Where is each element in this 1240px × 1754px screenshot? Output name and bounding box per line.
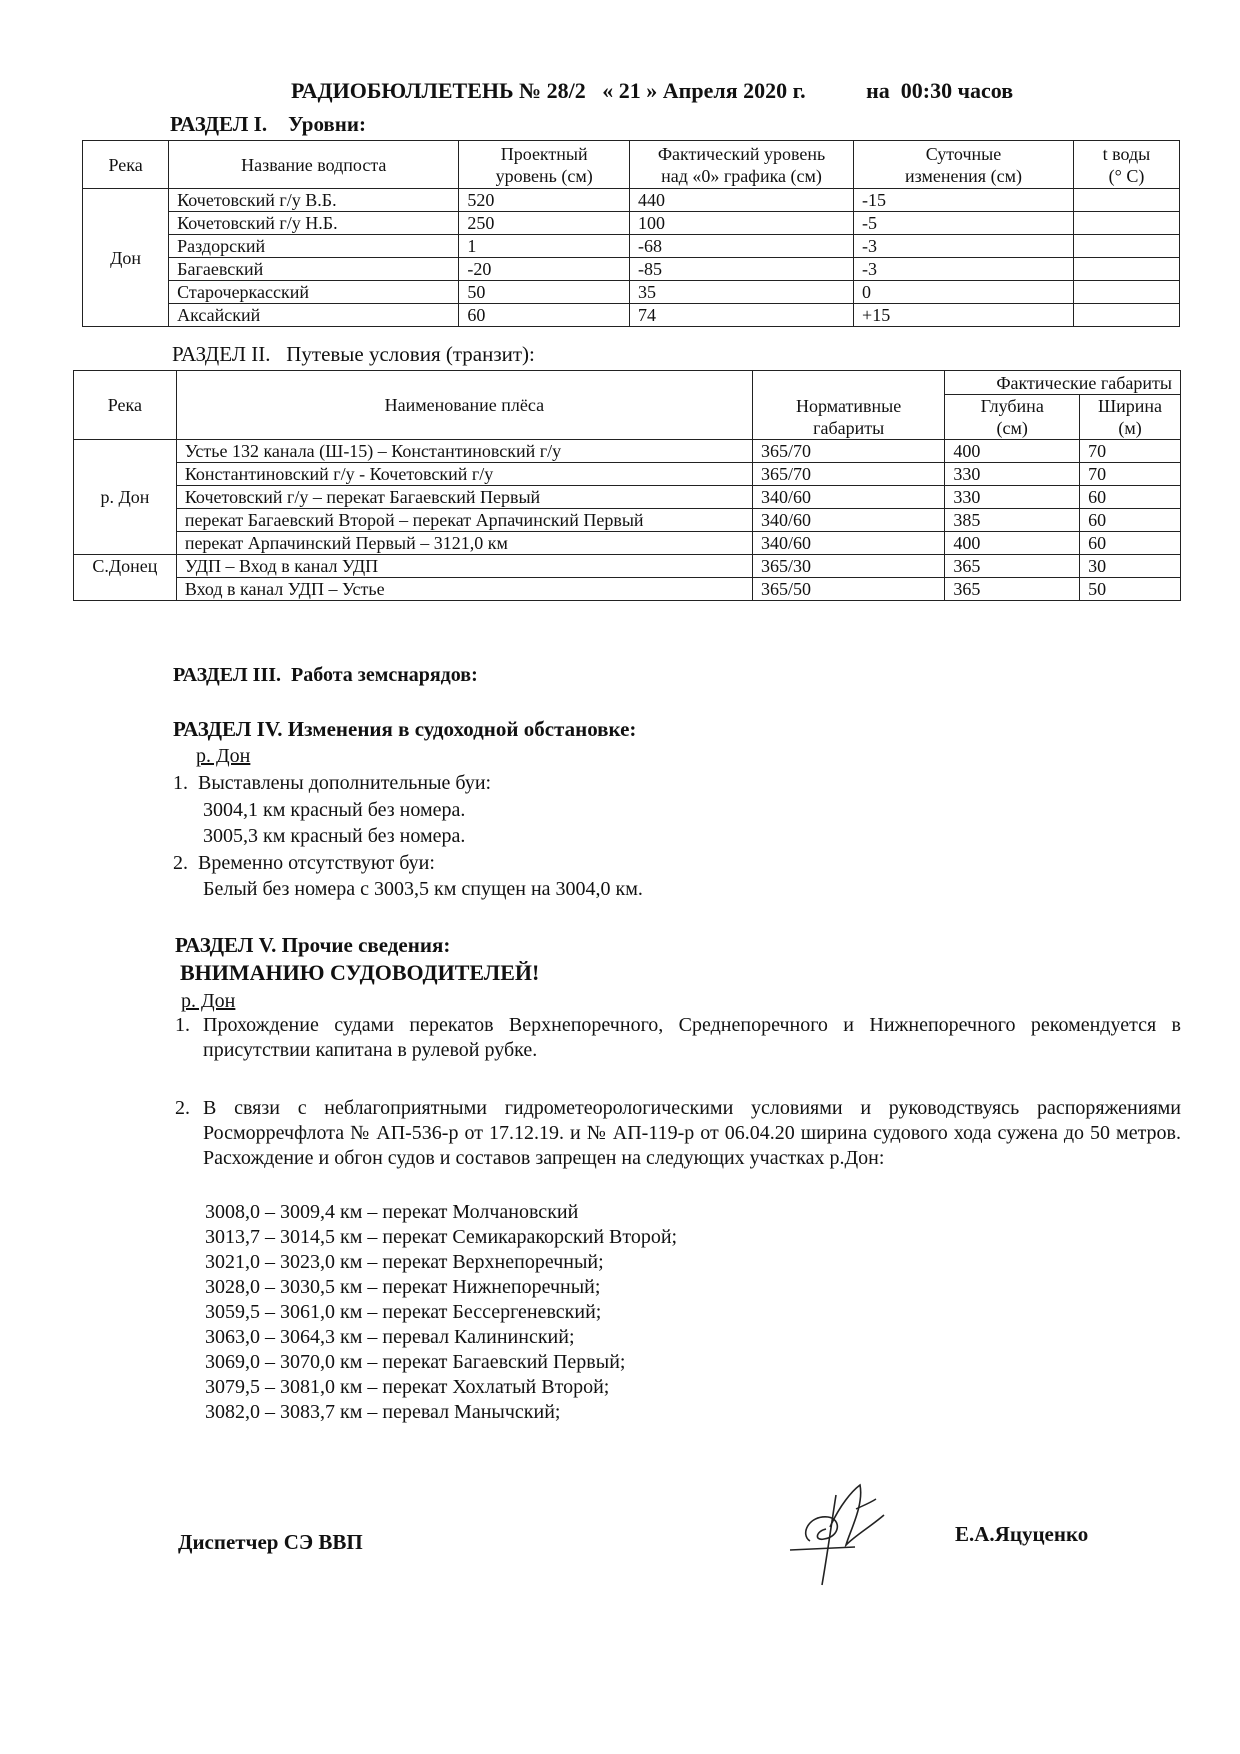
section5-item-2-number: 2. [175,1097,190,1119]
temp-cell [1073,281,1179,304]
section4-item-2-sub-1: Белый без номера с 3003,5 км спущен на 3004,0 км. [203,878,643,900]
fact-cell: -68 [630,235,854,258]
section4-river: р. Дон [196,745,251,767]
section1-title: РАЗДЕЛ I. Уровни: [170,112,366,136]
table-row [74,440,1181,463]
width-cell: 60 [1080,532,1181,555]
signatory-position: Диспетчер СЭ ВВП [178,1530,363,1554]
section2-title: РАЗДЕЛ II. Путевые условия (транзит): [172,342,535,366]
daily-cell: -3 [854,258,1074,281]
post-cell: Раздорский [169,235,459,258]
transit-table [73,370,1181,601]
post-cell: Старочеркасский [169,281,459,304]
width-cell: 70 [1080,463,1181,486]
col-proj-line2: уровень (см) [495,165,593,186]
post-cell: Кочетовский г/у Н.Б. [169,212,459,235]
proj-cell: 50 [459,281,630,304]
signatory-name: Е.А.Яцуценко [955,1522,1089,1546]
col-width [1080,395,1181,440]
section5-title: РАЗДЕЛ V. Прочие сведения: [175,933,451,957]
section4-item-1 [173,771,491,796]
proj-cell: 520 [459,189,630,212]
item-number: 2. [173,852,188,874]
item-text: Временно отсутствуют буи: [198,852,435,874]
col-proj [459,141,630,189]
depth-cell: 400 [945,440,1080,463]
list-item: 3069,0 – 3070,0 км – перекат Багаевский Первый; [205,1351,626,1373]
list-item: 3063,0 – 3064,3 км – перевал Калининский; [205,1326,575,1348]
col-daily-line1: Суточные [925,143,1002,164]
bulletin-time: на 00:30 часов [866,78,1014,103]
fact-cell: 100 [630,212,854,235]
depth-cell: 400 [945,532,1080,555]
reach-cell: Устье 132 канала (Ш-15) – Константиновский г/у [176,440,752,463]
post-cell: Кочетовский г/у В.Б. [169,189,459,212]
levels-header-row [83,141,1180,189]
list-item: 3008,0 – 3009,4 км – перекат Молчановский [205,1201,579,1223]
col-river: Река [83,141,169,189]
col-reach: Наименование плёса [176,371,752,440]
fact-cell: 74 [630,304,854,327]
section5-item-1-text: Прохождение судами перекатов Верхнепоречного, Среднепоречного и Нижнепоречного рекомендуется в присутствии капитана в рулевой рубке. [203,1014,1181,1061]
table-row [83,212,1180,235]
daily-cell: -3 [854,235,1074,258]
signature-image [780,1475,930,1595]
proj-cell: 60 [459,304,630,327]
col-norm [752,371,944,440]
col-proj-line1: Проектный [500,143,588,164]
proj-cell: 250 [459,212,630,235]
table-row [74,463,1181,486]
norm-cell: 340/60 [752,509,944,532]
norm-cell: 365/70 [752,440,944,463]
width-cell: 60 [1080,509,1181,532]
temp-cell [1073,258,1179,281]
section4-item-1-sub-1: 3004,1 км красный без номера. [203,799,466,821]
depth-cell: 365 [945,578,1080,601]
daily-cell: +15 [854,304,1074,327]
temp-cell [1073,304,1179,327]
col-depth [945,395,1080,440]
segments-list [205,1200,677,1425]
table-row [74,486,1181,509]
reach-cell: перекат Багаевский Второй – перекат Арпачинский Первый [176,509,752,532]
col-post: Название водпоста [169,141,459,189]
table-row [83,235,1180,258]
col-temp [1073,141,1179,189]
fact-cell: 35 [630,281,854,304]
col-width-line2: (м) [1118,418,1142,438]
table-row [83,189,1180,212]
norm-cell: 365/50 [752,578,944,601]
col-daily-line2: изменения (см) [905,165,1022,186]
col-daily [854,141,1074,189]
col-width-line1: Ширина [1098,396,1163,416]
width-cell: 70 [1080,440,1181,463]
section3-title: РАЗДЕЛ III. Работа земснарядов: [173,664,478,686]
norm-cell: 365/70 [752,463,944,486]
depth-cell: 330 [945,486,1080,509]
daily-cell: 0 [854,281,1074,304]
col-fact-line1: Фактический уровень [657,143,826,164]
section5-river: р. Дон [181,990,236,1012]
norm-cell: 340/60 [752,486,944,509]
col-actual: Фактические габариты [945,371,1181,395]
river-cell: Дон [83,189,169,327]
table-row [83,304,1180,327]
proj-cell: 1 [459,235,630,258]
list-item: 3082,0 – 3083,7 км – перевал Манычский; [205,1401,561,1423]
col-fact-line2: над «0» графика (см) [661,165,822,186]
section4-title: РАЗДЕЛ IV. Изменения в судоходной обстановке: [173,717,637,741]
daily-cell: -15 [854,189,1074,212]
section4-item-2 [173,851,435,876]
table-row [83,258,1180,281]
daily-cell: -5 [854,212,1074,235]
table-row [74,509,1181,532]
post-cell: Аксайский [169,304,459,327]
norm-cell: 340/60 [752,532,944,555]
depth-cell: 330 [945,463,1080,486]
list-item: 3013,7 – 3014,5 км – перекат Семикаракорский Второй; [205,1226,678,1248]
bulletin-date: « 21 » Апреля 2020 г. [602,78,806,103]
width-cell: 50 [1080,578,1181,601]
fact-cell: -85 [630,258,854,281]
width-cell: 30 [1080,555,1181,578]
list-item: 3028,0 – 3030,5 км – перекат Нижнепоречный; [205,1276,601,1298]
item-number: 1. [173,772,188,794]
levels-table [82,140,1180,327]
reach-cell: Константиновский г/у - Кочетовский г/у [176,463,752,486]
post-cell: Багаевский [169,258,459,281]
col-fact [630,141,854,189]
temp-cell [1073,235,1179,258]
transit-header-row-1 [74,371,1181,395]
table-row [74,578,1181,601]
temp-cell [1073,189,1179,212]
temp-cell [1073,212,1179,235]
list-item: 3021,0 – 3023,0 км – перекат Верхнепоречный; [205,1251,604,1273]
reach-cell: УДП – Вход в канал УДП [176,555,752,578]
section5-item-1-number: 1. [175,1014,190,1036]
norm-cell: 365/30 [752,555,944,578]
section5-item-2-text: В связи с неблагоприятными гидрометеорологическими условиями и руководствуясь распоряжениями Росморречфлота № АП-536-р от 17.12.19. и № АП-119-р от 06.04.20 ширина судового хода сужена до 50 метров. Расхождение и обгон судов и составов запрещен на следующих участках р.Дон: [203,1097,1181,1169]
reach-cell: Вход в канал УДП – Устье [176,578,752,601]
table-row [74,555,1181,578]
reach-cell: перекат Арпачинский Первый – 3121,0 км [176,532,752,555]
col-norm-line2: габариты [813,418,885,438]
bulletin-number: РАДИОБЮЛЛЕТЕНЬ № 28/2 [291,78,586,103]
depth-cell: 365 [945,555,1080,578]
list-item: 3079,5 – 3081,0 км – перекат Хохлатый Второй; [205,1376,610,1398]
attention-heading: ВНИМАНИЮ СУДОВОДИТЕЛЕЙ! [180,960,540,985]
fact-cell: 440 [630,189,854,212]
document-title [280,52,1013,104]
item-text: Выставлены дополнительные буи: [198,772,492,794]
proj-cell: -20 [459,258,630,281]
table-row [74,532,1181,555]
river-cell: С.Донец [74,555,177,601]
table-row [83,281,1180,304]
col-depth-line2: (см) [996,418,1028,438]
river-cell: р. Дон [74,440,177,555]
list-item: 3059,5 – 3061,0 км – перекат Бессергеневский; [205,1301,602,1323]
section4-item-1-sub-2: 3005,3 км красный без номера. [203,825,466,847]
col-river: Река [74,371,177,440]
reach-cell: Кочетовский г/у – перекат Багаевский Первый [176,486,752,509]
width-cell: 60 [1080,486,1181,509]
col-temp-line2: (° С) [1108,165,1145,186]
col-temp-line1: t воды [1102,143,1151,164]
col-depth-line1: Глубина [980,396,1044,416]
col-norm-line1: Нормативные [796,396,902,416]
depth-cell: 385 [945,509,1080,532]
